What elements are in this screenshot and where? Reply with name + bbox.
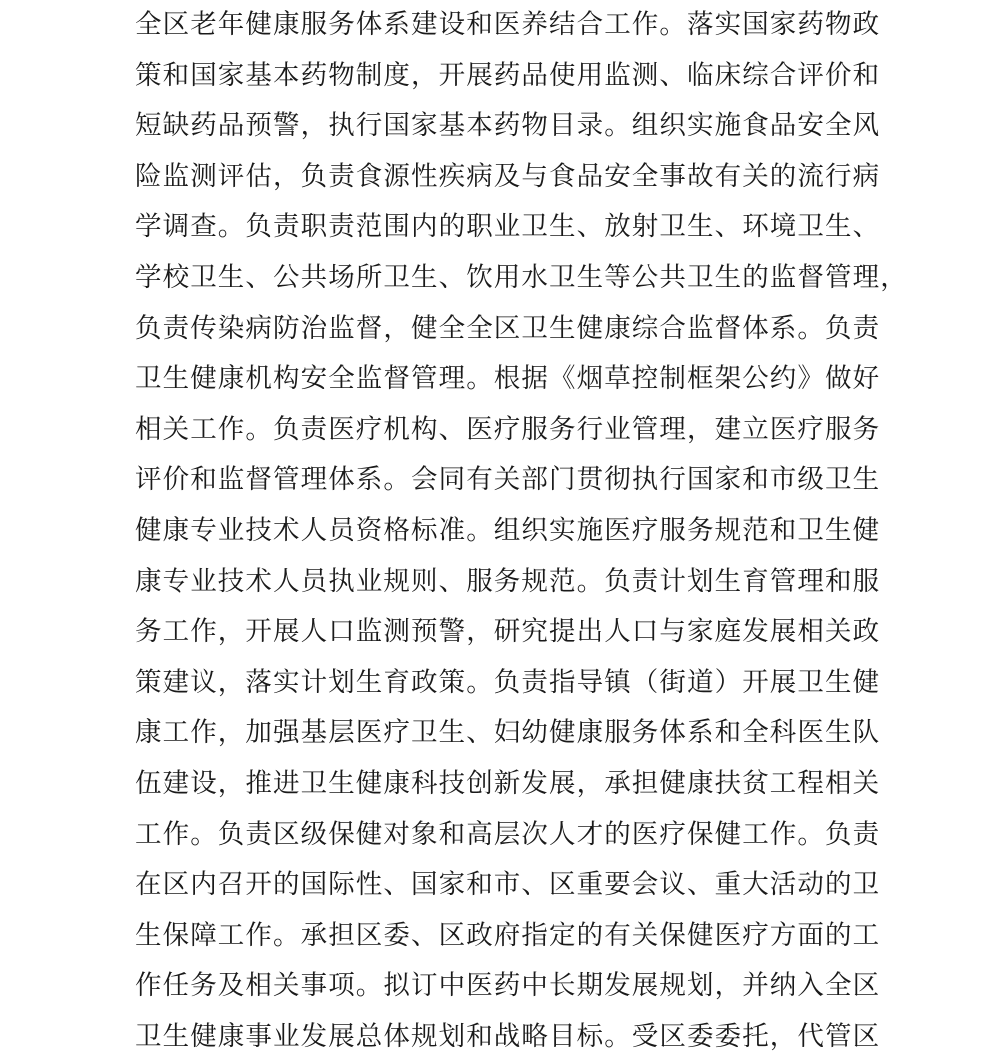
text-line: 在区内召开的国际性、国家和市、区重要会议、重大活动的卫 bbox=[135, 869, 881, 901]
body-paragraph bbox=[135, 0, 908, 1062]
text-line: 策建议，落实计划生育政策。负责指导镇（街道）开展卫生健 bbox=[135, 666, 881, 698]
text-line: 伍建设，推进卫生健康科技创新发展，承担健康扶贫工程相关 bbox=[135, 767, 881, 799]
text-line: 学调查。负责职责范围内的职业卫生、放射卫生、环境卫生、 bbox=[135, 211, 881, 243]
text-line: 全区老年健康服务体系建设和医养结合工作。落实国家药物政 bbox=[135, 9, 881, 40]
text-line: 险监测评估，负责食源性疾病及与食品安全事故有关的流行病 bbox=[135, 160, 881, 192]
text-line: 短缺药品预警，执行国家基本药物目录。组织实施食品安全风 bbox=[135, 110, 881, 142]
text-line: 务工作，开展人口监测预警，研究提出人口与家庭发展相关政 bbox=[135, 616, 881, 648]
text-line: 负责传染病防治监督，健全全区卫生健康综合监督体系。负责 bbox=[135, 312, 881, 344]
text-line: 卫生健康机构安全监督管理。根据《烟草控制框架公约》做好 bbox=[135, 363, 881, 395]
text-line: 卫生健康事业发展总体规划和战略目标。受区委委托，代管区 bbox=[135, 1020, 881, 1052]
text-line: 工作。负责区级保健对象和高层次人才的医疗保健工作。负责 bbox=[135, 818, 881, 850]
text-line: 策和国家基本药物制度，开展药品使用监测、临床综合评价和 bbox=[135, 59, 881, 91]
text-line: 健康专业技术人员资格标准。组织实施医疗服务规范和卫生健 bbox=[135, 514, 881, 546]
text-line: 作任务及相关事项。拟订中医药中长期发展规划，并纳入全区 bbox=[135, 970, 881, 1002]
text-line: 学校卫生、公共场所卫生、饮用水卫生等公共卫生的监督管理， bbox=[135, 261, 908, 293]
text-line: 康工作，加强基层医疗卫生、妇幼健康服务体系和全科医生队 bbox=[135, 717, 881, 749]
text-line: 评价和监督管理体系。会同有关部门贯彻执行国家和市级卫生 bbox=[135, 464, 881, 496]
text-line: 生保障工作。承担区委、区政府指定的有关保健医疗方面的工 bbox=[135, 919, 881, 951]
text-line: 相关工作。负责医疗机构、医疗服务行业管理，建立医疗服务 bbox=[135, 413, 881, 445]
text-line: 康专业技术人员执业规则、服务规范。负责计划生育管理和服 bbox=[135, 565, 881, 597]
